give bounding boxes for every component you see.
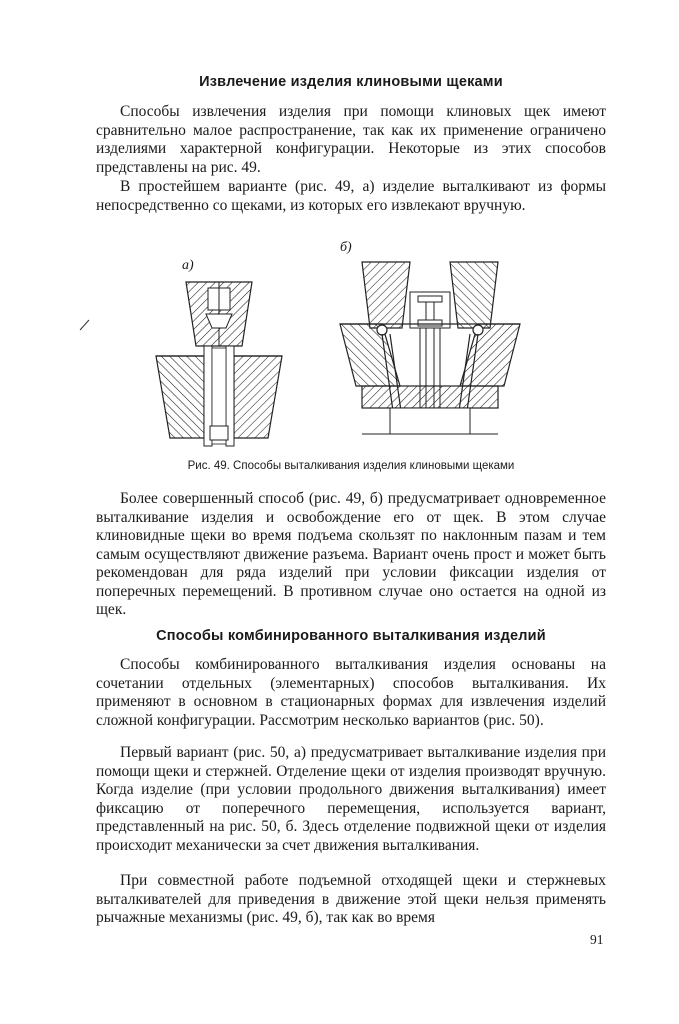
paragraph-simple-variant: В простейшем варианте (рис. 49, а) изделие выталкивают из формы непосредственно со щеками, из которых его извлекают вручную.	[96, 178, 606, 214]
figure-label-b: б)	[340, 240, 352, 255]
section-heading-wedge-extraction: Извлечение изделия клиновыми щеками	[199, 74, 503, 90]
figure-label-a: а)	[182, 258, 194, 273]
section-heading-combined-ejection: Способы комбинированного выталкивания изделий	[156, 628, 546, 644]
figure-49-caption: Рис. 49. Способы выталкивания изделия клиновыми щеками	[187, 460, 515, 472]
drawing-a	[156, 282, 282, 446]
paragraph-combined-intro: Способы комбинированного выталкивания изделия основаны на сочетании отдельных (элементарных) способов выталкивания. Их применяют в основном в стационарных формах для извлечения изделий сложной конфигурации. Рассмотрим несколько вариантов (рис. 50).	[96, 656, 606, 729]
stray-mark	[78, 318, 92, 332]
figure-49	[100, 236, 600, 458]
paragraph-first-variant: Первый вариант (рис. 50, а) предусматривает выталкивание изделия при помощи щеки и стержней. Отделение щеки от изделия производят вручную. Когда изделие (при условии продольного движения выталкивания) имеет фиксацию от поперечного перемещения, используется вариант, представленный на рис. 50, б. Здесь отделение подвижной щеки от изделия происходит механически за счет движения выталкивания.	[96, 744, 606, 854]
paragraph-intro: Способы извлечения изделия при помощи клиновых щек имеют сравнительно малое распространение, так как их применение ограничено изделиями характерной конфигурации. Некоторые из этих способов представлены на рис. 49.	[96, 103, 606, 176]
drawing-b	[340, 262, 520, 434]
figure-49-drawing	[100, 236, 600, 458]
page-number: 91	[590, 932, 604, 947]
paragraph-joint-operation: При совместной работе подъемной отходящей щеки и стержневых выталкивателей для приведения в движение этой щеки нельзя применять рычажные механизмы (рис. 49, б), так как во время	[96, 872, 606, 926]
paragraph-advanced-variant: Более совершенный способ (рис. 49, б) предусматривает одновременное выталкивание изделия и освобождение его от щек. В этом случае клиновидные щеки во время подъема скользят по наклонным пазам и тем самым осуществляют движение разъема. Вариант очень прост и может быть рекомендован для ряда изделий при условии фиксации изделия от поперечных перемещений. В противном случае оно остается на одной из щек.	[96, 490, 606, 618]
